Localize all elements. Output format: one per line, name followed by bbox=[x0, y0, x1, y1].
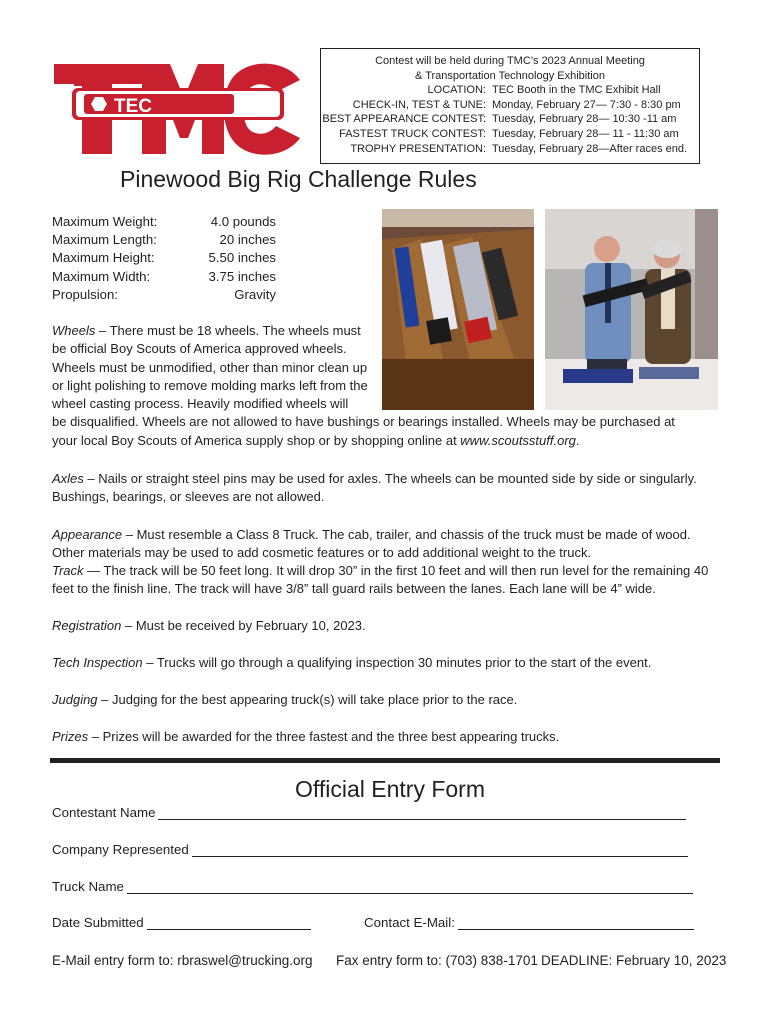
spec-row: Maximum Weight: 4.0 pounds bbox=[52, 214, 276, 229]
scoutstuff-link[interactable]: www.scoutsstuff.org bbox=[460, 432, 576, 448]
company-field[interactable]: Company Represented bbox=[52, 842, 688, 857]
info-row: CHECK-IN, TEST & TUNE: Monday, February 27— 7:30 - 8:30 pm bbox=[352, 98, 681, 111]
info-row: FASTEST TRUCK CONTEST: Tuesday, February 28— 11 - 11:30 am bbox=[339, 127, 679, 140]
rules-title: Pinewood Big Rig Challenge Rules bbox=[120, 166, 477, 192]
contestant-name-line[interactable] bbox=[158, 806, 686, 820]
rule-track: Track — The track will be 50 feet long. It will drop 30” in the first 10 feet and will then run level for the remaining 40 feet to the finish line. The track will have 3/8” tall guard rails between the lanes. Each lane will be 4” wide. bbox=[52, 563, 709, 597]
date-submitted-field[interactable]: Date Submitted bbox=[52, 915, 311, 930]
specs-table bbox=[52, 213, 276, 304]
tmc-tec-logo bbox=[54, 58, 302, 160]
info-row: TROPHY PRESENTATION: Tuesday, February 28—After races end. bbox=[350, 142, 688, 155]
spec-row: Maximum Width: 3.75 inches bbox=[52, 268, 276, 284]
truck-name-line[interactable] bbox=[127, 880, 693, 894]
date-submitted-line[interactable] bbox=[147, 916, 311, 930]
info-row: LOCATION: TEC Booth in the TMC Exhibit Hall bbox=[427, 84, 661, 97]
spec-row: Propulsion: Gravity bbox=[52, 286, 276, 302]
section-divider bbox=[50, 758, 720, 763]
footer-deadline: DEADLINE: February 10, 2023 bbox=[541, 953, 727, 968]
entry-form-title: Official Entry Form bbox=[295, 776, 485, 802]
info-row: BEST APPEARANCE CONTEST: Tuesday, February 28— 10:30 -11 am bbox=[322, 113, 677, 126]
rule-judging: Judging – Judging for the best appearing truck(s) will take place prior to the race. bbox=[52, 692, 518, 707]
spec-row: Maximum Height: 5.50 inches bbox=[52, 250, 276, 266]
event-info-box bbox=[320, 48, 700, 164]
truck-name-field[interactable]: Truck Name bbox=[52, 879, 693, 894]
rule-wheels: Wheels – There must be 18 wheels. The wheels must be official Boy Scouts of America approved wheels. Wheels must be unmodified, other than minor clean up or light polishing to remove molding marks left from the wheel casting process. Heavily modified wheels will be disqualified. Wheels are not allowed to have bushings or bearings installed. Wheels may be purchased at your local Boy Scouts of America supply shop or by shopping online at www.scoutsstuff.org. bbox=[52, 323, 675, 448]
footer bbox=[0, 953, 770, 973]
tec-badge-text: TEC bbox=[114, 96, 152, 117]
rule-appearance: Appearance – Must resemble a Class 8 Truck. The cab, trailer, and chassis of the truck must be made of wood. Other materials may be used to add cosmetic features or to add additional weight to the truck. bbox=[52, 527, 691, 561]
contestant-name-field[interactable]: Contestant Name bbox=[52, 805, 686, 820]
footer-email: E-Mail entry form to: rbraswel@trucking.org bbox=[52, 953, 313, 968]
footer-fax: Fax entry form to: (703) 838-1701 bbox=[336, 953, 538, 968]
rule-prizes: Prizes – Prizes will be awarded for the three fastest and the three best appearing trucks. bbox=[52, 729, 560, 744]
rule-registration: Registration – Must be received by February 10, 2023. bbox=[52, 618, 366, 633]
company-line[interactable] bbox=[192, 843, 688, 857]
spec-row: Maximum Length: 20 inches bbox=[52, 232, 276, 248]
rule-axles: Axles – Nails or straight steel pins may be used for axles. The wheels can be mounted side by side or singularly. Bushings, bearings, or sleeves are not allowed. bbox=[52, 471, 697, 505]
info-line-2: & Transportation Technology Exhibition bbox=[415, 69, 605, 82]
rule-tech-inspection: Tech Inspection – Trucks will go through a qualifying inspection 30 minutes prior to the start of the event. bbox=[52, 655, 652, 670]
info-line-1: Contest will be held during TMC’s 2023 Annual Meeting bbox=[375, 55, 645, 67]
contact-email-field[interactable]: Contact E-Mail: bbox=[364, 915, 694, 930]
contact-email-line[interactable] bbox=[458, 916, 694, 930]
